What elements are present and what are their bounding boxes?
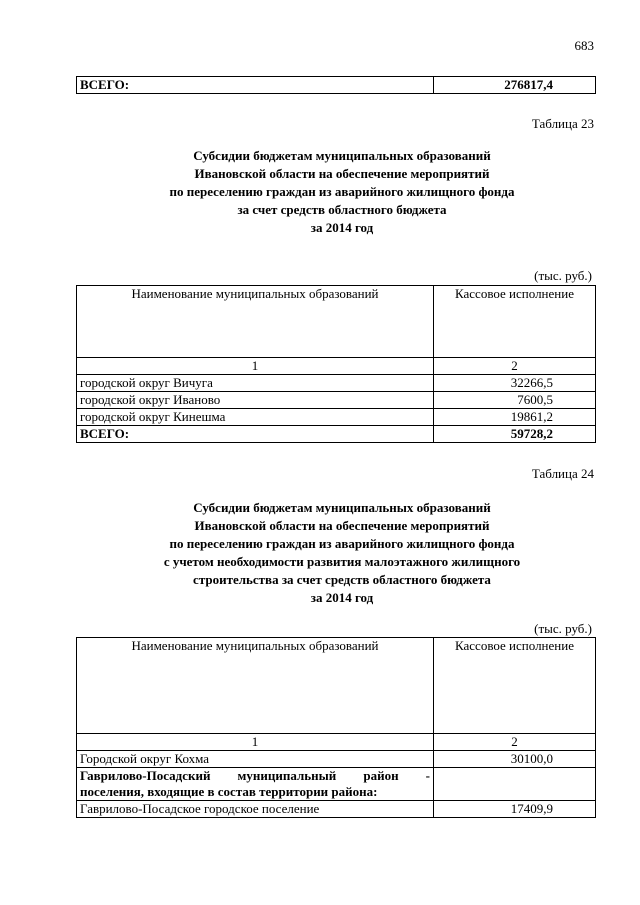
table24-title-line: строительства за счет средств областного бюджета [193, 572, 491, 587]
table23-row-value: 7600,5 [434, 392, 596, 409]
table23-row-value: 19861,2 [434, 409, 596, 426]
table24-colnum: 1 [77, 734, 434, 751]
table23-row-name: городской округ Вичуга [77, 375, 434, 392]
table-row [77, 392, 596, 409]
table24-header-value: Кассовое исполнение [434, 638, 596, 734]
table24-title-line: Ивановской области на обеспечение мероприятий [194, 518, 490, 533]
table24-row-name: Гаврилово-Посадское городское поселение [77, 801, 434, 818]
table23-title-line: за счет средств областного бюджета [237, 202, 447, 217]
table24-title-line: с учетом необходимости развития малоэтажного жилищного [163, 554, 521, 569]
table24 [76, 637, 596, 818]
table24-group-header [77, 768, 434, 801]
top-total-table [76, 76, 596, 94]
table-row [77, 751, 596, 768]
table23-row-value: 32266,5 [434, 375, 596, 392]
table24-colnum: 2 [434, 734, 596, 751]
table-row [77, 409, 596, 426]
table23-header-row [77, 286, 596, 358]
table24-title [77, 499, 607, 607]
table24-title-line: Субсидии бюджетам муниципальных образований [193, 500, 491, 515]
top-total-label: ВСЕГО: [77, 77, 434, 94]
table23-title [77, 147, 607, 237]
table23-row-name: городской округ Иваново [77, 392, 434, 409]
table24-colnum-row [77, 734, 596, 751]
table23-title-line: Ивановской области на обеспечение мероприятий [194, 166, 490, 181]
table23-header-value: Кассовое исполнение [434, 286, 596, 358]
table24-group-row [77, 768, 596, 801]
table23-colnum-row [77, 358, 596, 375]
table23-header-name: Наименование муниципальных образований [77, 286, 434, 358]
table-row [77, 801, 596, 818]
table23-title-line: за 2014 год [310, 220, 374, 235]
table24-units: (тыс. руб.) [534, 621, 592, 636]
table24-title-line: по переселению граждан из аварийного жилищного фонда [169, 536, 515, 551]
table-row [77, 375, 596, 392]
table23-colnum: 1 [77, 358, 434, 375]
table24-group-line: Гаврилово-Посадский муниципальный район - [80, 768, 430, 783]
table24-title-line: за 2014 год [310, 590, 374, 605]
table24-header-name: Наименование муниципальных образований [77, 638, 434, 734]
table23-title-line: по переселению граждан из аварийного жилищного фонда [169, 184, 515, 199]
top-total-row [77, 77, 596, 94]
table23-total-row [77, 426, 596, 443]
table24-group-line: поселения, входящие в состав территории района: [80, 784, 378, 799]
table23-caption: Таблица 23 [531, 116, 594, 131]
table24-group-value [434, 768, 596, 801]
table24-caption: Таблица 24 [531, 466, 594, 481]
table23-title-line: Субсидии бюджетам муниципальных образований [193, 148, 491, 163]
table24-row-value: 17409,9 [434, 801, 596, 818]
table23-colnum: 2 [434, 358, 596, 375]
table24-row-name: Городской округ Кохма [77, 751, 434, 768]
page-number: 683 [574, 38, 594, 53]
table23-row-name: городской округ Кинешма [77, 409, 434, 426]
table23-units: (тыс. руб.) [534, 268, 592, 283]
table23-total-label: ВСЕГО: [77, 426, 434, 443]
table23-total-value: 59728,2 [434, 426, 596, 443]
table23 [76, 285, 596, 443]
table24-row-value: 30100,0 [434, 751, 596, 768]
table24-header-row [77, 638, 596, 734]
top-total-value: 276817,4 [434, 77, 596, 94]
